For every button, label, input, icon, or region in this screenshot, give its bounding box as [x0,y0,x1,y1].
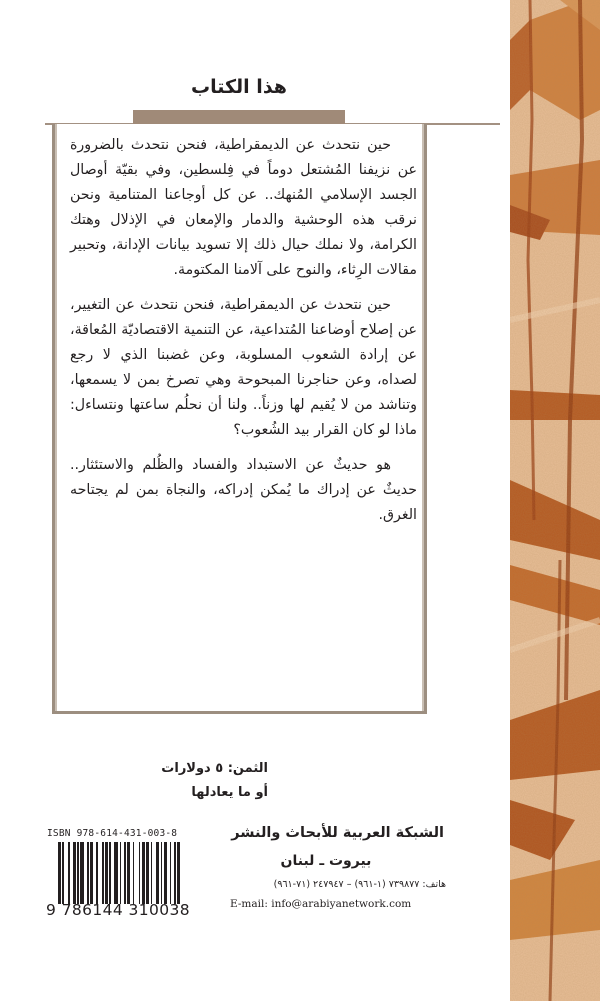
publisher-phone: هاتف: ٧٣٩٨٧٧ (١-٩٦١) – ٢٤٧٩٤٧ (٧١-٩٦١) [273,879,446,890]
section-title: هذا الكتاب [191,76,287,98]
blurb-frame-left-edge [52,124,55,714]
barcode [58,842,180,904]
blurb-paragraph-1: حين نتحدث عن الديمقراطية، فنحن نتحدث بالضرورة عن نزيفنا المُشتعل دوماً في فِلسطين، وفي بقيّة أوصال الجسد الإسلامي المُنهك.. عن كل أوجاعنا المتنامية ونحن نرقب هذه الوحشية والدمار والإمعان في الإذلال وهتك الكرامة، ولا نملك حيال ذلك إلا تسويد بيانات الإدانة، وتحبير مقالات الرِثاء، والنوح على آلامنا المكتومة. [70,137,417,278]
blurb-paragraph-3: هو حديثٌ عن الاستبداد والفساد والظُلم والاستئثار.. حديثٌ عن إدراك ما يُمكن إدراكه، والنجاة بمن لم يجتاحه الغرق. [70,457,417,523]
publisher-name: الشبكة العربية للأبحاث والنشر [231,825,444,841]
price-block [150,757,268,805]
publisher-city: بيروت ـ لبنان [280,853,372,869]
publisher-email: E-mail: info@arabiyanetwork.com [230,898,412,910]
barcode-digits: 9 786144 310038 [46,901,191,919]
barcode-bar [177,842,180,904]
price-equivalent-line: أو ما يعادلها [191,785,268,800]
blurb-paragraph-2: حين نتحدث عن الديمقراطية، فنحن نتحدث عن التغيير، عن إصلاح أوضاعنا المُتداعية، عن التنمية الاقتصاديّة المُعاقة، عن إرادة الشعوب المسلوبة، وعن غضبنا الذي لا رجع لصداه، وعن حناجرنا المبحوحة وهي تصرخ بمن لا يسمعها، وتناشد من لا يُقيم لها وزناً.. ولنا أن نحلُم ساعتها ونتساءل: ماذا لو كان القرار بيد الشُعوب؟ [70,297,417,438]
decorative-texture-strip [510,0,600,1001]
price-line: الثمن: ٥ دولارات [161,761,268,776]
texture-pattern-icon [510,0,600,1001]
title-underline-bar [133,110,345,124]
blurb-text [70,133,417,528]
isbn-label: ISBN 978-614-431-003-8 [47,828,178,839]
